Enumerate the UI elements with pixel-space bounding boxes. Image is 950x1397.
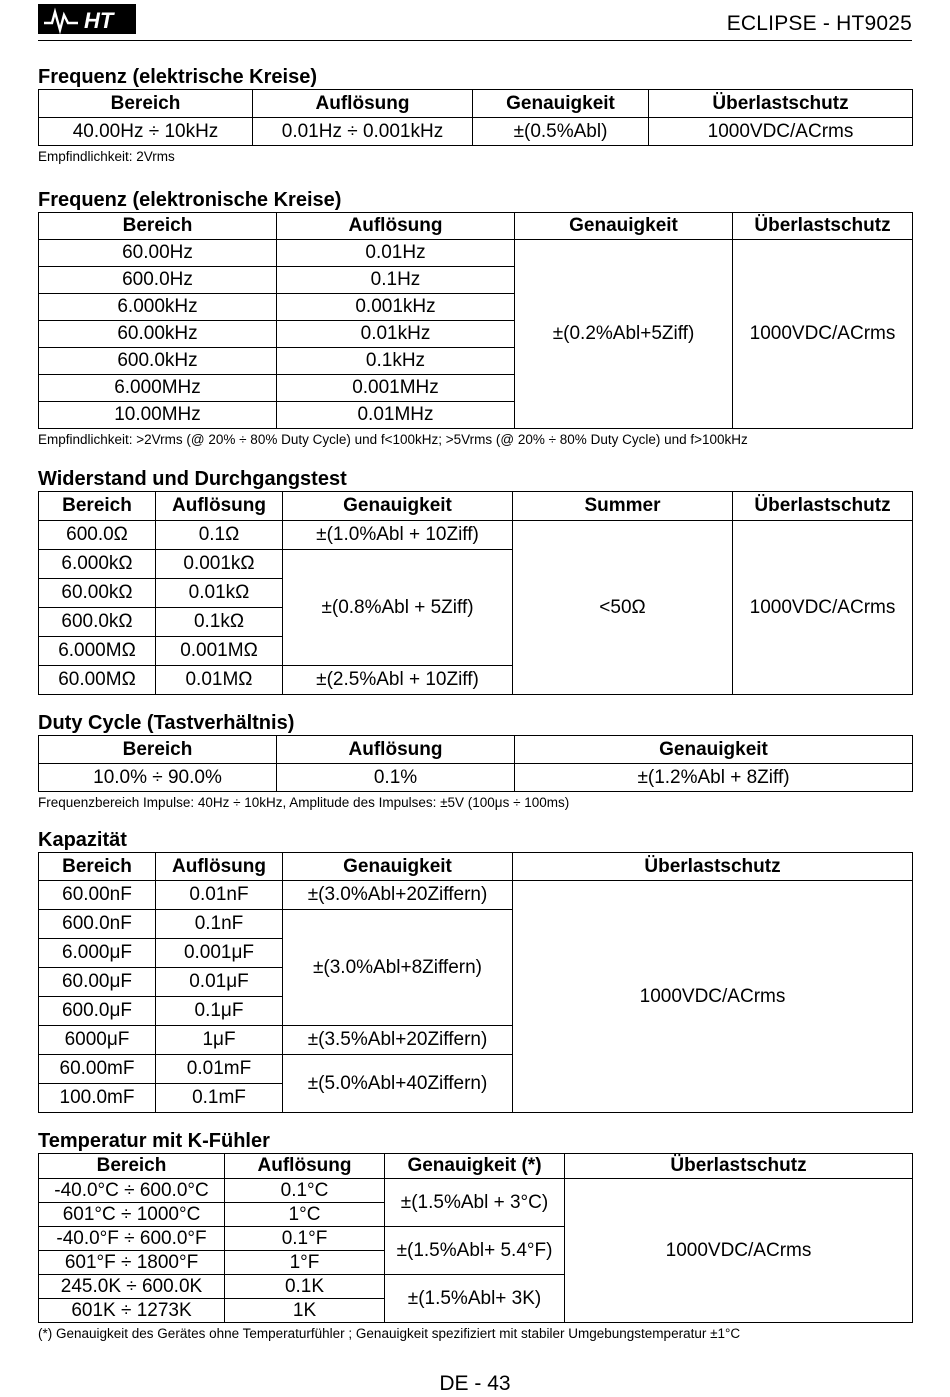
cell-protection: 1000VDC/ACrms [733, 521, 913, 695]
section-title: Frequenz (elektrische Kreise) [38, 66, 317, 88]
cell-range: 6.000kHz [39, 294, 277, 321]
temperature-table [38, 1153, 913, 1323]
cell-range: 600.0kHz [39, 348, 277, 375]
header-divider [38, 40, 912, 41]
table-row [39, 764, 913, 792]
cell-range: 6.000MHz [39, 375, 277, 402]
cell-resolution: 0.1°F [225, 1227, 385, 1251]
cell-range: 601°C ÷ 1000°C [39, 1203, 225, 1227]
header-bereich: Bereich [39, 736, 277, 764]
cell-resolution: 0.1nF [156, 910, 283, 939]
header-genauigkeit: Genauigkeit [473, 90, 649, 118]
cell-resolution: 0.1K [225, 1275, 385, 1299]
header-bereich: Bereich [39, 853, 156, 881]
cell-range: 100.0mF [39, 1084, 156, 1113]
frequency-electric-table [38, 89, 913, 146]
cell-protection: 1000VDC/ACrms [733, 240, 913, 429]
header-aufloesung: Auflösung [225, 1154, 385, 1179]
cell-resolution: 0.001μF [156, 939, 283, 968]
header-aufloesung: Auflösung [277, 213, 515, 240]
section-title: Temperatur mit K-Fühler [38, 1130, 270, 1152]
header-ueberlastschutz: Überlastschutz [733, 213, 913, 240]
cell-range: 6000μF [39, 1026, 156, 1055]
section-duty-cycle [38, 711, 913, 811]
cell-range: -40.0°F ÷ 600.0°F [39, 1227, 225, 1251]
section-title: Frequenz (elektronische Kreise) [38, 189, 342, 211]
cell-resolution: 1°C [225, 1203, 385, 1227]
cell-resolution: 1K [225, 1299, 385, 1323]
section-title: Kapazität [38, 829, 127, 851]
cell-resolution: 0.001MΩ [156, 637, 283, 666]
cell-resolution: 0.1μF [156, 997, 283, 1026]
logo-text: HT [84, 8, 114, 33]
cell-protection: 1000VDC/ACrms [513, 881, 913, 1113]
cell-accuracy: ±(0.2%Abl+5Ziff) [515, 240, 733, 429]
cell-resolution: 0.01kΩ [156, 579, 283, 608]
cell-resolution: 0.001MHz [277, 375, 515, 402]
section-frequency-electronic [38, 188, 913, 448]
ht-logo [38, 4, 136, 34]
cell-resolution: 0.1Hz [277, 267, 515, 294]
table-row [39, 521, 913, 550]
cell-range: 40.00Hz ÷ 10kHz [39, 118, 253, 146]
cell-range: 10.0% ÷ 90.0% [39, 764, 277, 792]
header-aufloesung: Auflösung [277, 736, 515, 764]
cell-accuracy: ±(5.0%Abl+40Ziffern) [283, 1055, 513, 1113]
cell-range: 600.0μF [39, 997, 156, 1026]
table-header-row [39, 1154, 913, 1179]
header-genauigkeit: Genauigkeit [515, 736, 913, 764]
cell-resolution: 0.01MHz [277, 402, 515, 429]
table-header-row [39, 213, 913, 240]
cell-resolution: 0.1°C [225, 1179, 385, 1203]
cell-range: 6.000μF [39, 939, 156, 968]
cell-range: 10.00MHz [39, 402, 277, 429]
section-frequency-electric [38, 65, 913, 165]
cell-resolution: 0.1% [277, 764, 515, 792]
header-genauigkeit: Genauigkeit [283, 492, 513, 521]
section-resistance [38, 467, 913, 695]
cell-protection: 1000VDC/ACrms [565, 1179, 913, 1323]
cell-accuracy: ±(1.5%Abl + 3°C) [385, 1179, 565, 1227]
cell-resolution: 0.01kHz [277, 321, 515, 348]
cell-accuracy: ±(3.0%Abl+20Ziffern) [283, 881, 513, 910]
capacitance-table [38, 852, 913, 1113]
cell-range: 60.00MΩ [39, 666, 156, 695]
table-row [39, 118, 913, 146]
cell-resolution: 0.01mF [156, 1055, 283, 1084]
header-aufloesung: Auflösung [156, 492, 283, 521]
cell-range: 600.0Ω [39, 521, 156, 550]
header-ueberlastschutz: Überlastschutz [733, 492, 913, 521]
cell-resolution: 0.01μF [156, 968, 283, 997]
header-bereich: Bereich [39, 90, 253, 118]
section-capacitance [38, 828, 913, 1113]
resistance-table [38, 491, 913, 695]
document-title: ECLIPSE - HT9025 [726, 12, 912, 35]
cell-buzzer: <50Ω [513, 521, 733, 695]
table-row [39, 1179, 913, 1203]
cell-resolution: 0.01Hz [277, 240, 515, 267]
section-title: Widerstand und Durchgangstest [38, 468, 347, 490]
cell-accuracy: ±(1.5%Abl+ 5.4°F) [385, 1227, 565, 1275]
cell-range: 60.00nF [39, 881, 156, 910]
cell-resolution: 0.01nF [156, 881, 283, 910]
cell-range: 600.0nF [39, 910, 156, 939]
header-bereich: Bereich [39, 492, 156, 521]
header-bereich: Bereich [39, 213, 277, 240]
frequency-range-note: Frequenzbereich Impulse: 40Hz ÷ 10kHz, Amplitude des Impulses: ±5V (100μs ÷ 100ms) [38, 795, 570, 810]
page-number: DE - 43 [439, 1372, 511, 1395]
cell-resolution: 0.1Ω [156, 521, 283, 550]
cell-range: -40.0°C ÷ 600.0°C [39, 1179, 225, 1203]
cell-range: 6.000MΩ [39, 637, 156, 666]
header-summer: Summer [513, 492, 733, 521]
cell-resolution: 0.1mF [156, 1084, 283, 1113]
section-temperature [38, 1129, 913, 1342]
table-header-row [39, 736, 913, 764]
cell-resolution: 0.1kΩ [156, 608, 283, 637]
header-ueberlastschutz: Überlastschutz [649, 90, 913, 118]
table-header-row [39, 90, 913, 118]
cell-resolution: 0.1kHz [277, 348, 515, 375]
cell-accuracy: ±(1.0%Abl + 10Ziff) [283, 521, 513, 550]
header-aufloesung: Auflösung [156, 853, 283, 881]
table-header-row [39, 492, 913, 521]
cell-accuracy: ±(1.2%Abl + 8Ziff) [515, 764, 913, 792]
cell-resolution: 1°F [225, 1251, 385, 1275]
cell-range: 60.00μF [39, 968, 156, 997]
cell-range: 245.0K ÷ 600.0K [39, 1275, 225, 1299]
cell-accuracy: ±(0.8%Abl + 5Ziff) [283, 550, 513, 666]
cell-range: 600.0Hz [39, 267, 277, 294]
header-genauigkeit: Genauigkeit [515, 213, 733, 240]
table-row [39, 240, 913, 267]
cell-resolution: 1μF [156, 1026, 283, 1055]
cell-resolution: 0.01Hz ÷ 0.001kHz [253, 118, 473, 146]
cell-resolution: 0.001kΩ [156, 550, 283, 579]
sensitivity-note: Empfindlichkeit: >2Vrms (@ 20% ÷ 80% Duty Cycle) und f<100kHz; >5Vrms (@ 20% ÷ 80% Duty Cycle) und f>100kHz [38, 432, 748, 447]
cell-range: 600.0kΩ [39, 608, 156, 637]
cell-resolution: 0.001kHz [277, 294, 515, 321]
cell-protection: 1000VDC/ACrms [649, 118, 913, 146]
header-ueberlastschutz: Überlastschutz [513, 853, 913, 881]
section-title: Duty Cycle (Tastverhältnis) [38, 712, 295, 734]
accuracy-footnote: (*) Genauigkeit des Gerätes ohne Temperaturfühler ; Genauigkeit spezifiziert mit stabiler Umgebungstemperatur ±1°C [38, 1326, 741, 1341]
cell-range: 601°F ÷ 1800°F [39, 1251, 225, 1275]
cell-range: 60.00Hz [39, 240, 277, 267]
header-ueberlastschutz: Überlastschutz [565, 1154, 913, 1179]
cell-accuracy: ±(2.5%Abl + 10Ziff) [283, 666, 513, 695]
table-header-row [39, 853, 913, 881]
cell-resolution: 0.01MΩ [156, 666, 283, 695]
sensitivity-note: Empfindlichkeit: 2Vrms [38, 149, 175, 164]
cell-range: 60.00mF [39, 1055, 156, 1084]
frequency-electronic-table [38, 212, 913, 429]
cell-range: 601K ÷ 1273K [39, 1299, 225, 1323]
cell-accuracy: ±(0.5%Abl) [473, 118, 649, 146]
cell-accuracy: ±(1.5%Abl+ 3K) [385, 1275, 565, 1323]
header-bereich: Bereich [39, 1154, 225, 1179]
table-row [39, 881, 913, 910]
header-genauigkeit: Genauigkeit (*) [385, 1154, 565, 1179]
duty-cycle-table [38, 735, 913, 792]
header-aufloesung: Auflösung [253, 90, 473, 118]
cell-range: 60.00kHz [39, 321, 277, 348]
cell-accuracy: ±(3.0%Abl+8Ziffern) [283, 910, 513, 1026]
cell-accuracy: ±(3.5%Abl+20Ziffern) [283, 1026, 513, 1055]
header-genauigkeit: Genauigkeit [283, 853, 513, 881]
cell-range: 6.000kΩ [39, 550, 156, 579]
cell-range: 60.00kΩ [39, 579, 156, 608]
